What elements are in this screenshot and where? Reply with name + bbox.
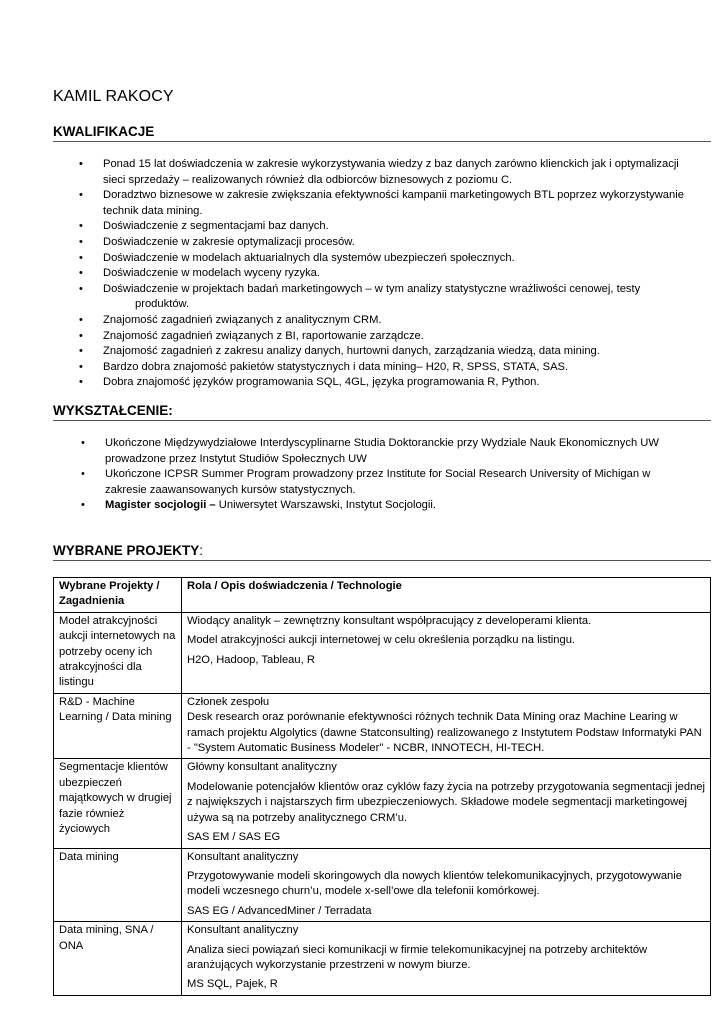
degree-title: Magister socjologii –: [105, 499, 216, 512]
project-description: Analiza sieci powiązań sieci komunikacji w firmie telekomunikacyjnej na potrzeby architektów aranżujących wykorzystanie przestrzeni w nowym biurze.: [187, 943, 648, 971]
list-item: [77, 282, 697, 313]
table-header-role: Rola / Opis doświadczenia / Technologie: [182, 578, 711, 613]
project-description: Desk research oraz porównanie efektywności różnych technik Data Mining oraz Machine Learing w ramach projektu Algolytics (dawne Statconsulting) realizowanego z Instytutem Podstaw Informatyki PAN - "System Automatic Business Modeler" - NCBR, INNOTECH, HI-TECH.: [187, 711, 702, 755]
projects-heading-colon: :: [199, 543, 204, 558]
list-item-text: Ponad 15 lat doświadczenia w zakresie wykorzystywania wiedzy z baz danych zarówno klienckich jak i optymalizacji sieci sprzedaży – realizowanych również dla odbiorców biznesowych z poziomu C.: [103, 158, 679, 186]
project-technologies: H2O, Hadoop, Tableau, R: [187, 653, 315, 666]
project-description: Przygotowywanie modeli skoringowych dla nowych klientów telekomunikacyjnych, przygotowywanie modeli wczesnego churn’u, modele x-sell’owe dla telefonii komórkowej.: [187, 869, 682, 898]
project-technologies: SAS EG / AdvancedMiner / Terradata: [187, 904, 372, 917]
education-list: [79, 436, 689, 514]
list-item: [77, 266, 697, 282]
list-item-text: Doświadczenie w modelach wyceny ryzyka.: [103, 267, 320, 280]
project-topic: Segmentacje klientów ubezpieczeń majątkowych w drugiej fazie również życiowych: [54, 759, 182, 848]
project-technologies: SAS EM / SAS EG: [187, 831, 281, 844]
project-topic: R&D - Machine Learning / Data mining: [54, 693, 182, 759]
list-item-text: Doradztwo biznesowe w zakresie zwiększania efektywności kampanii marketingowych BTL poprzez wykorzystywanie technik data mining.: [103, 189, 684, 217]
table-row: [54, 759, 711, 848]
person-name: KAMIL RAKOCY: [53, 88, 174, 105]
list-item-continuation: produktów.: [135, 298, 190, 311]
degree-institution: Uniwersytet Warszawski, Instytut Socjologii.: [215, 499, 436, 512]
list-item: [79, 436, 689, 467]
projects-heading-text: WYBRANE PROJEKTY: [53, 543, 200, 558]
table-header-row: [54, 578, 711, 613]
project-details: [182, 759, 711, 848]
list-item-text: Doświadczenie z segmentacjami baz danych.: [103, 220, 329, 233]
list-item-text: Dobra znajomość języków programowania SQL, 4GL, języka programowania R, Python.: [103, 376, 540, 389]
table-row: [54, 922, 711, 996]
project-topic: Model atrakcyjności aukcji internetowych na potrzeby oceny ich atrakcyjności dla listingu: [54, 612, 182, 693]
qualifications-list: [77, 157, 697, 391]
project-role: Wiodący analityk – zewnętrzny konsultant współpracujący z developerami klienta.: [187, 614, 592, 627]
project-details: [182, 848, 711, 922]
table-header-topic: Wybrane Projekty / Zagadnienia: [54, 578, 182, 613]
list-item-text: Ukończone ICPSR Summer Program prowadzony przez Institute for Social Research University of Michigan w zakresie zaawansowanych kursów statystycznych.: [105, 468, 651, 496]
list-item-text: Ukończone Międzywydziałowe Interdyscyplinarne Studia Doktoranckie przy Wydziale Nauk Ekonomicznych UW prowadzone przez Instytut Studiów Społecznych UW: [105, 437, 659, 465]
table-row: [54, 612, 711, 693]
list-item-text: Doświadczenie w zakresie optymalizacji procesów.: [103, 235, 355, 248]
list-item: [77, 188, 697, 219]
project-role: Konsultant analityczny: [187, 850, 299, 863]
list-item-text: Doświadczenie w projektach badań marketingowych – w tym analizy statystyczne wrażliwości cenowej, testy: [103, 282, 641, 295]
project-description: Modelowanie potencjałów klientów oraz cyklów fazy życia na potrzeby przygotowania segmentacji jednej z największych i najstarszych firm ubezpieczeniowych. Składowe modele segmentacji marketingowej używa są na potrzeby analitycznego CRM’u.: [187, 780, 706, 824]
list-item-text: Znajomość zagadnień związanych z analitycznym CRM.: [103, 313, 382, 326]
education-heading-text: WYKSZTAŁCENIE:: [53, 403, 173, 418]
qualifications-heading: [53, 124, 711, 142]
table-row: [54, 693, 711, 759]
list-item: [77, 219, 697, 235]
project-technologies: MS SQL, Pajek, R: [187, 978, 278, 991]
list-item: [77, 157, 697, 188]
project-details: [182, 922, 711, 996]
list-item: [77, 360, 697, 376]
project-description: Model atrakcyjności aukcji internetowej w celu określenia porządku na listingu.: [187, 634, 576, 647]
project-role: Główny konsultant analityczny: [187, 761, 337, 774]
list-item-text: Znajomość zagadnień związanych z BI, raportowanie zarządcze.: [103, 329, 424, 342]
qualifications-heading-text: KWALIFIKACJE: [53, 124, 155, 139]
list-item: [77, 344, 697, 360]
project-topic: Data mining, SNA / ONA: [54, 922, 182, 996]
project-role: Konsultant analityczny: [187, 924, 299, 937]
projects-table: [53, 577, 711, 996]
list-item: [77, 329, 697, 345]
education-heading: [53, 403, 711, 421]
list-item-text: Bardzo dobra znajomość pakietów statystycznych i data mining– H20, R, SPSS, STATA, SAS.: [103, 360, 569, 373]
list-item: [77, 235, 697, 251]
project-topic: Data mining: [54, 848, 182, 922]
projects-heading: [53, 543, 711, 561]
project-details: [182, 612, 711, 693]
project-role: Członek zespołu: [187, 695, 270, 708]
list-item: [77, 251, 697, 267]
table-row: [54, 848, 711, 922]
list-item-text: Znajomość zagadnień z zakresu analizy danych, hurtowni danych, zarządzania wiedzą, data mining.: [103, 345, 600, 358]
list-item-text: Doświadczenie w modelach aktuarialnych dla systemów ubezpieczeń społecznych.: [103, 251, 515, 264]
list-item: [79, 467, 689, 498]
project-details: [182, 693, 711, 759]
list-item: [79, 498, 689, 514]
list-item: [77, 375, 697, 391]
list-item: [77, 313, 697, 329]
